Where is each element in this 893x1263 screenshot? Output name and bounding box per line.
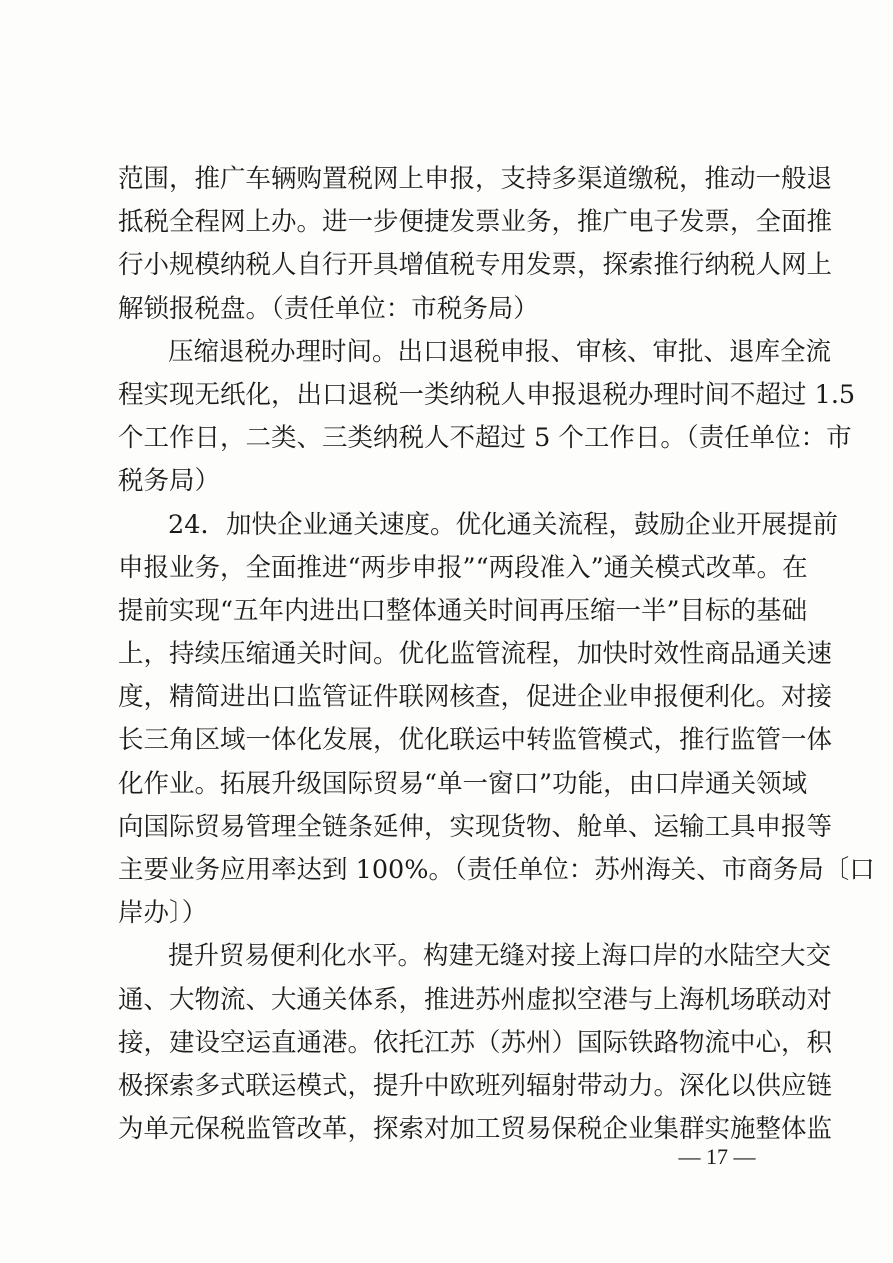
paragraph [118,935,833,1151]
text-line: 化作业。拓展升级国际贸易“单一窗口”功能，由口岸通关领域 [118,768,808,799]
text-line: 岸办〕） [118,898,208,929]
paragraph [118,158,833,331]
text-line: 向国际贸易管理全链条延伸，实现货物、舱单、运输工具申报等 [118,811,833,842]
text-line: 提前实现“五年内进出口整体通关时间再压缩一半”目标的基础 [118,595,808,626]
text-line: 24．加快企业通关速度。优化通关流程，鼓励企业开展提前 [168,509,838,540]
text-line: 抵税全程网上办。进一步便捷发票业务，推广电子发票，全面推 [118,207,833,238]
text-line: 为单元保税监管改革，探索对加工贸易保税企业集群实施整体监 [118,1114,833,1145]
text-line: 主要业务应用率达到 100%。（责任单位：苏州海关、市商务局〔口 [118,855,875,885]
text-line: 度，精简进出口监管证件联网核查，促进企业申报便利化。对接 [118,682,833,713]
text-line: 解锁报税盘。（责任单位：市税务局） [118,293,539,324]
body-text [118,158,875,1151]
text-line: 程实现无纸化，出口退税一类纳税人申报退税办理时间不超过 1.5 [118,379,856,410]
text-line: 极探索多式联运模式，提升中欧班列辐射带动力。深化以供应链 [118,1070,833,1101]
paragraph [118,504,875,936]
text-line: 接，建设空运直通港。依托江苏（苏州）国际铁路物流中心，积 [118,1027,833,1058]
text-line: 申报业务，全面推进“两步申报”“两段准入”通关模式改革。在 [118,552,808,583]
text-line: 范围，推广车辆购置税网上申报，支持多渠道缴税，推动一般退 [118,164,833,194]
paragraph [118,331,856,504]
text-line: 行小规模纳税人自行开具增值税专用发票，探索推行纳税人网上 [118,250,833,281]
text-line: 个工作日，二类、三类纳税人不超过 5 个工作日。（责任单位：市 [118,423,852,454]
text-line: 提升贸易便利化水平。构建无缝对接上海口岸的水陆空大交 [168,941,832,972]
text-line: 通、大物流、大通关体系，推进苏州虚拟空港与上海机场联动对 [118,984,833,1015]
text-line: 上，持续压缩通关时间。优化监管流程，加快时效性商品通关速 [118,639,833,670]
text-line: 压缩退税办理时间。出口退税申报、审核、审批、退库全流 [168,336,832,367]
text-line: 税务局） [118,466,221,497]
text-line: 长三角区域一体化发展，优化联运中转监管模式，推行监管一体 [118,725,833,756]
page-number: — 17 — [678,1144,756,1169]
